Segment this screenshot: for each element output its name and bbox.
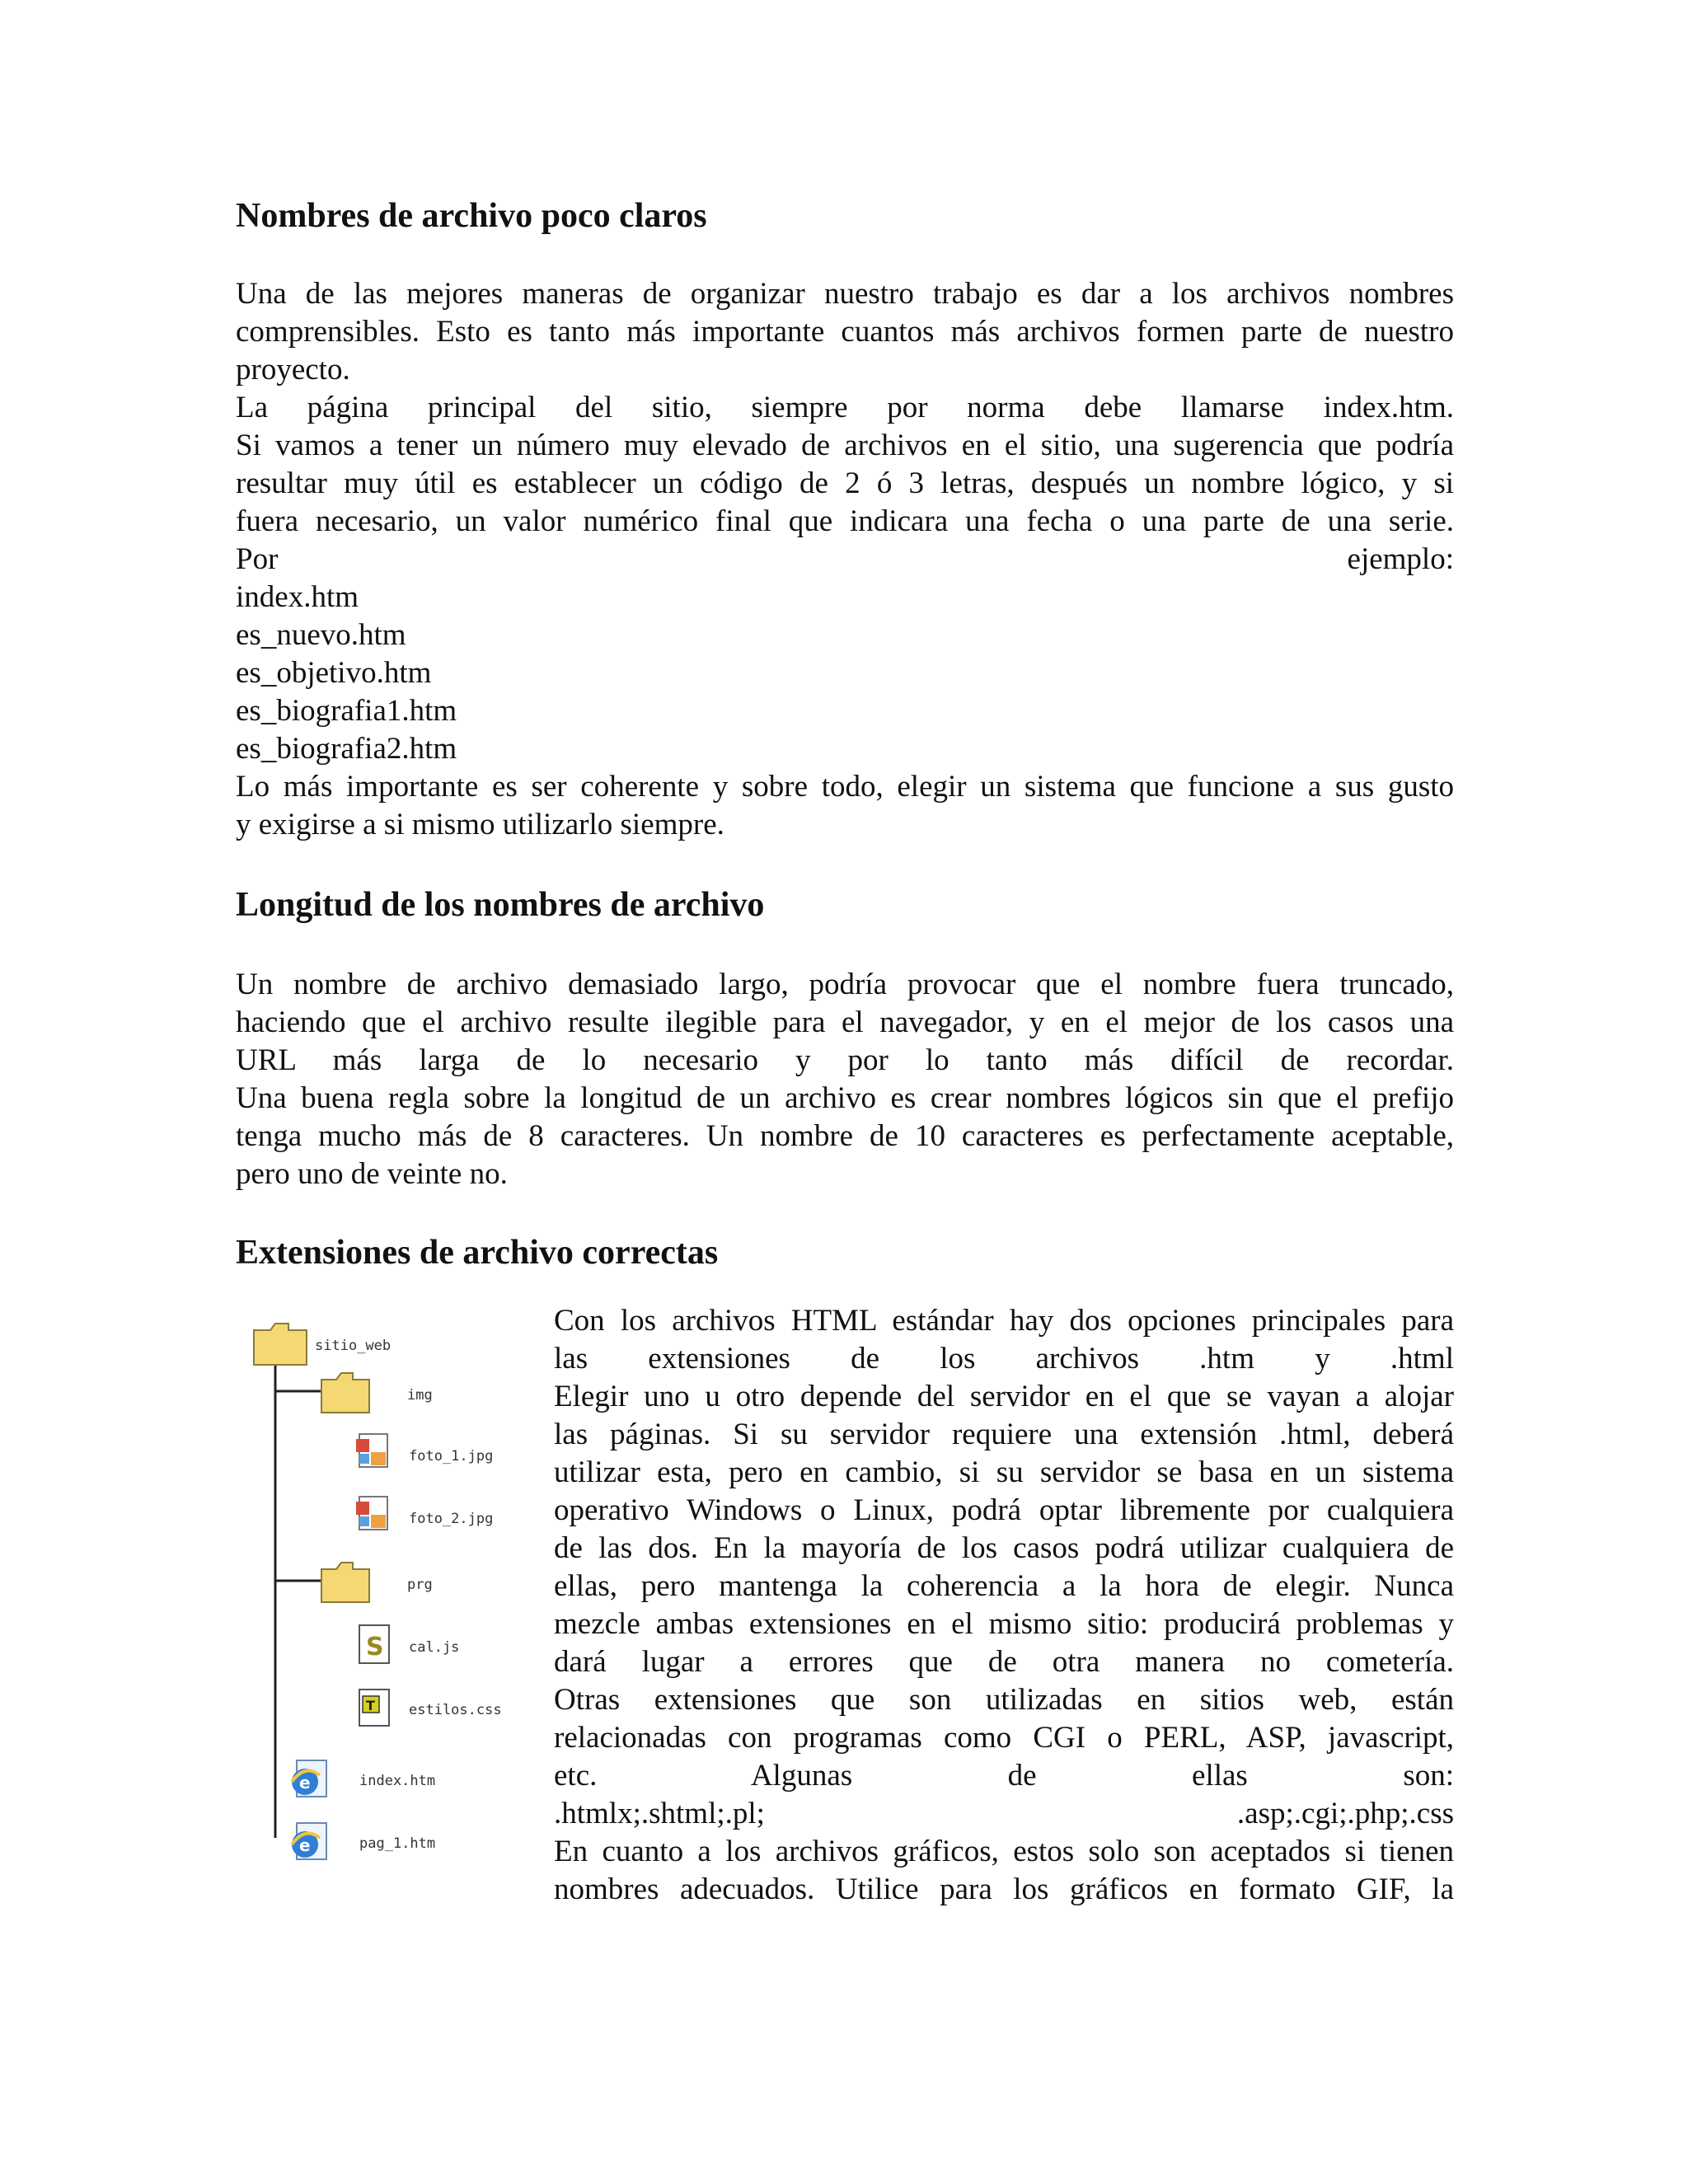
svg-text:S: S	[366, 1633, 384, 1661]
folder-tree-svg	[236, 1302, 532, 1912]
text-line: La página principal del sitio, siempre por norma debe llamarse index.htm.	[236, 391, 1454, 424]
stylesheet-file-icon	[359, 1690, 389, 1726]
paragraph	[236, 275, 1454, 844]
folder-tree-figure	[236, 1302, 532, 1912]
tree-label-root: sitio_web	[315, 1338, 392, 1354]
text-line: Lo más importante es ser coherente y sobre todo, elegir un sistema que funcione a sus gusto	[236, 770, 1454, 804]
section-longitud	[236, 880, 1454, 1193]
text-line: Con los archivos HTML estándar hay dos opciones principales para	[554, 1304, 1454, 1338]
text-line: relacionadas con programas como CGI o PERL, ASP, javascript,	[554, 1721, 1454, 1755]
image-file-icon	[356, 1497, 387, 1530]
folder-icon	[321, 1373, 369, 1413]
folder-icon	[321, 1563, 369, 1602]
folder-icon	[254, 1324, 307, 1365]
svg-text:e: e	[299, 1773, 311, 1793]
text-line: mezcle ambas extensiones en el mismo sitio: producirá problemas y	[554, 1607, 1454, 1641]
text-line: nombres adecuados. Utilice para los gráficos en formato GIF, la	[554, 1872, 1454, 1906]
image-file-icon	[356, 1434, 387, 1467]
text-line: las páginas. Si su servidor requiere una extensión .html, deberá	[554, 1418, 1454, 1451]
tree-label-foto1: foto_1.jpg	[409, 1448, 494, 1465]
tree-label-foto2: foto_2.jpg	[409, 1511, 494, 1527]
text-line: Por ejemplo:	[236, 542, 1454, 576]
svg-text:T: T	[366, 1698, 375, 1713]
section-heading: Nombres de archivo poco claros	[236, 197, 707, 235]
tree-label-pag1: pag_1.htm	[359, 1835, 436, 1852]
filename-example: es_nuevo.htm	[236, 618, 406, 652]
text-line: URL más larga de lo necesario y por lo tanto más difícil de recordar.	[236, 1043, 1454, 1077]
web-page-icon	[292, 1823, 326, 1859]
text-line: Elegir uno u otro depende del servidor en el que se vayan a alojar	[554, 1380, 1454, 1413]
text-line: proyecto.	[236, 353, 350, 387]
text-line: utilizar esta, pero en cambio, si su servidor se basa en un sistema	[554, 1455, 1454, 1489]
text-line: Si vamos a tener un número muy elevado de archivos en el sitio, una sugerencia que podría	[236, 429, 1454, 462]
text-line: Una de las mejores maneras de organizar nuestro trabajo es dar a los archivos nombres	[236, 277, 1454, 311]
tree-label-prg: prg	[407, 1577, 433, 1593]
text-line: pero uno de veinte no.	[236, 1157, 508, 1191]
text-line: ellas, pero mantenga la coherencia a la hora de elegir. Nunca	[554, 1569, 1454, 1603]
text-line: haciendo que el archivo resulte ilegible para el navegador, y en el mejor de los casos una	[236, 1005, 1454, 1039]
web-page-icon	[292, 1760, 326, 1797]
text-line: comprensibles. Esto es tanto más importante cuantos más archivos formen parte de nuestro	[236, 315, 1454, 349]
text-line: tenga mucho más de 8 caracteres. Un nombre de 10 caracteres es perfectamente aceptable,	[236, 1119, 1454, 1153]
text-line: Otras extensiones que son utilizadas en sitios web, están	[554, 1683, 1454, 1717]
text-line: .htmlx;.shtml;.pl; .asp;.cgi;.php;.css	[554, 1797, 1454, 1830]
text-line: dará lugar a errores que de otra manera no cometería.	[554, 1645, 1454, 1679]
filename-example: index.htm	[236, 580, 359, 614]
script-file-icon	[359, 1625, 389, 1663]
text-line: de las dos. En la mayoría de los casos podrá utilizar cualquiera de	[554, 1531, 1454, 1565]
tree-label-img: img	[407, 1387, 433, 1404]
text-line: y exigirse a si mismo utilizarlo siempre.	[236, 808, 724, 841]
text-line: Una buena regla sobre la longitud de un archivo es crear nombres lógicos sin que el prefijo	[236, 1081, 1454, 1115]
svg-text:e: e	[299, 1835, 311, 1855]
text-line: operativo Windows o Linux, podrá optar libremente por cualquiera	[554, 1493, 1454, 1527]
tree-label-index: index.htm	[359, 1773, 436, 1789]
section-heading: Extensiones de archivo correctas	[236, 1234, 719, 1272]
section-heading: Longitud de los nombres de archivo	[236, 886, 765, 924]
tree-label-estilos: estilos.css	[409, 1702, 502, 1718]
section-extensiones	[236, 1228, 1454, 1929]
document-content	[236, 191, 1454, 1929]
text-line: etc. Algunas de ellas son:	[554, 1759, 1454, 1793]
text-line: En cuanto a los archivos gráficos, estos solo son aceptados si tienen	[554, 1835, 1454, 1868]
filename-example: es_biografia1.htm	[236, 694, 457, 728]
paragraph	[236, 966, 1454, 1193]
extensions-body	[236, 1302, 1454, 1929]
section-nombres	[236, 191, 1454, 844]
paragraph	[554, 1302, 1454, 1909]
text-line: Un nombre de archivo demasiado largo, podría provocar que el nombre fuera truncado,	[236, 968, 1454, 1001]
filename-example: es_biografia2.htm	[236, 732, 457, 766]
text-line: resultar muy útil es establecer un código de 2 ó 3 letras, después un nombre lógico, y si	[236, 466, 1454, 500]
filename-example: es_objetivo.htm	[236, 656, 432, 690]
text-line: las extensiones de los archivos .htm y .html	[554, 1342, 1454, 1376]
tree-label-cal: cal.js	[409, 1639, 460, 1656]
text-line: fuera necesario, un valor numérico final que indicara una fecha o una parte de una serie.	[236, 504, 1454, 538]
